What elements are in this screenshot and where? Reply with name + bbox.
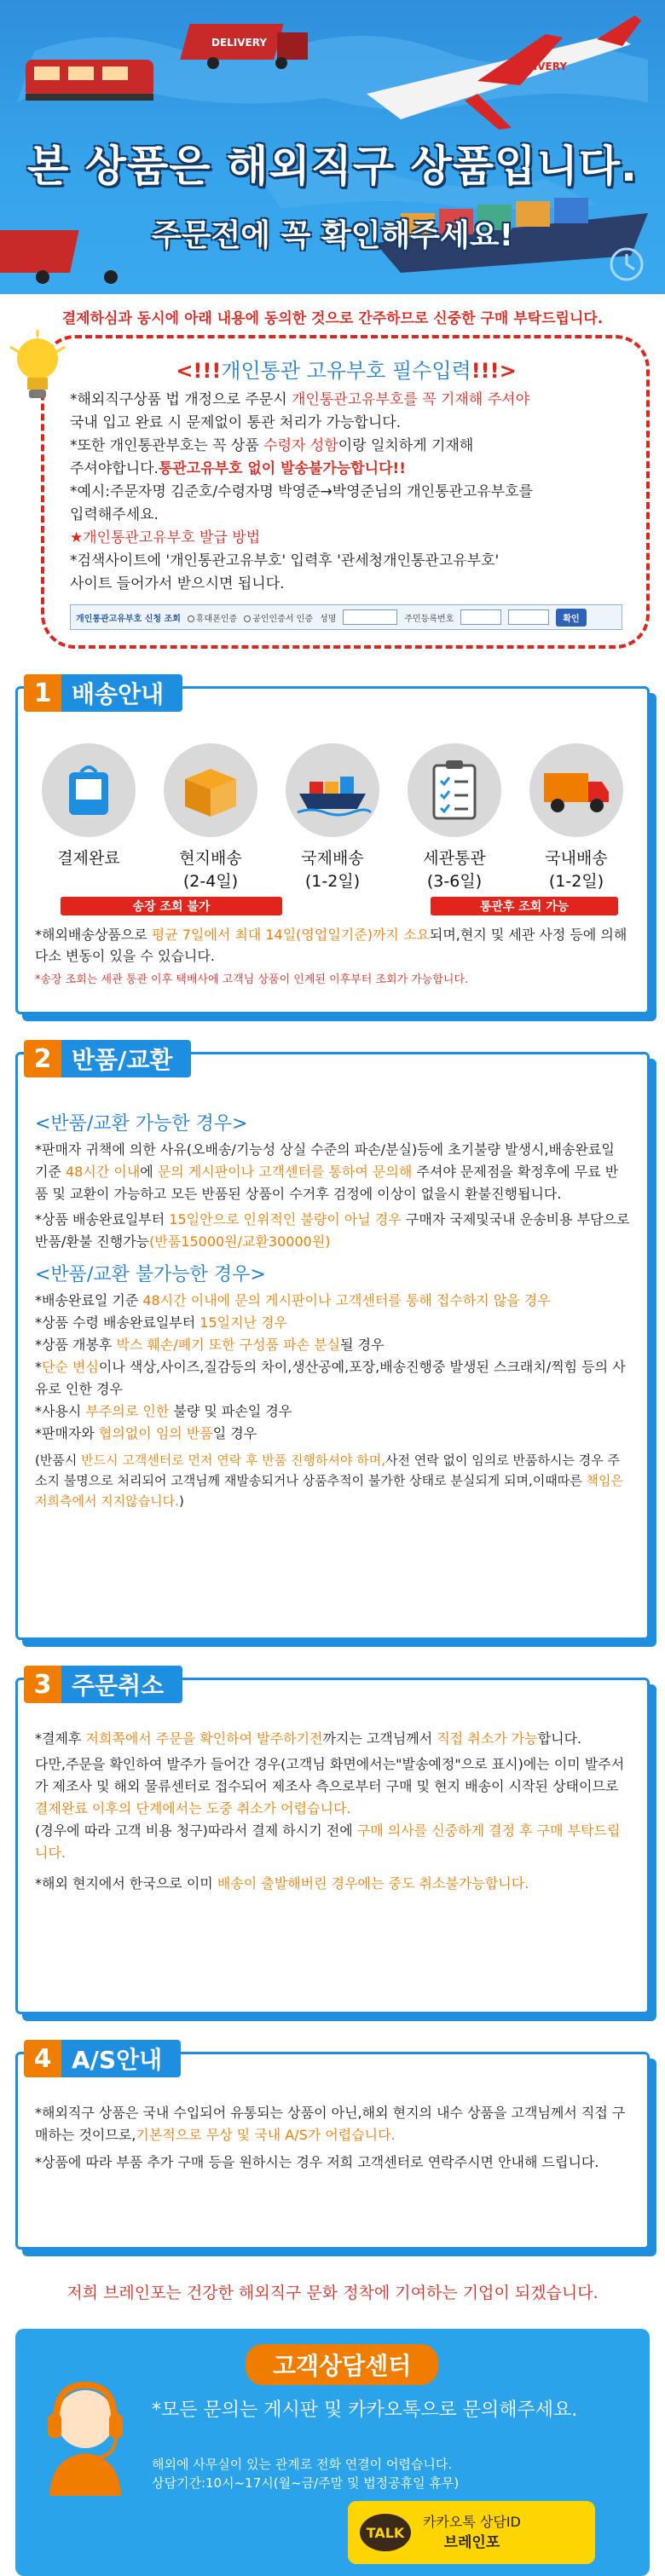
step-international-shipping bbox=[282, 743, 383, 892]
hero-subtitle: 주문전에 꼭 확인해주세요! bbox=[151, 218, 514, 253]
section-header bbox=[24, 671, 182, 715]
customer-center-title: 고객상담센터 bbox=[246, 2344, 438, 2385]
name-label: 성명 bbox=[320, 614, 337, 624]
section-number: 1 bbox=[24, 674, 61, 712]
section-header bbox=[24, 2036, 181, 2081]
title-exclaim-left: <!!! bbox=[176, 359, 222, 383]
customs-line: *검색사이트에 '개인통관고유부호' 입력후 '관세청개인통관고유부호' bbox=[70, 552, 500, 569]
reg-number-back-input[interactable] bbox=[508, 609, 549, 625]
customs-line: 주셔야합니다.통관고유부호 없이 발송불가능합니다!! bbox=[70, 460, 407, 477]
section-header bbox=[24, 1662, 182, 1707]
tracking-note: *송장 조회는 세관 통관 이후 택배사에 고객님 상품이 인계된 이후부터 조회가 가능합니다. bbox=[35, 973, 469, 986]
as-item: *해외직구 상품은 국내 수입되어 유통되는 상품이 아닌,해외 현지의 내수 상품을 고객님께서 직접 구매하는 것이므로,기본적으로 무상 및 국내 A/S가 어렵습니다. bbox=[35, 2105, 626, 2143]
section-number: 2 bbox=[24, 1040, 61, 1077]
customs-line: *해외직구상품 법 개정으로 주문시 개인통관고유부호를 꼭 기재해 주셔야 bbox=[70, 391, 529, 408]
customs-line: 입력해주세요. bbox=[70, 506, 159, 523]
package-box-icon bbox=[164, 743, 257, 837]
cancel-item: *결제후 저희쪽에서 주문을 확인하여 발주하기전까지는 고객님께서 직접 취소가 가능합니다. bbox=[35, 1730, 582, 1747]
kakaotalk-id: 브레인포 bbox=[443, 2534, 500, 2551]
hero-banner bbox=[0, 0, 665, 294]
contact-phone-note: 해외에 사무실이 있는 관계로 전화 연결이 어렵습니다. bbox=[152, 2457, 453, 2472]
confirm-button[interactable]: 확인 bbox=[556, 609, 586, 627]
section-header bbox=[24, 1037, 191, 1081]
step-local-shipping bbox=[160, 743, 261, 892]
order-cancel-card bbox=[15, 1678, 650, 2014]
shipping-info-section bbox=[15, 678, 650, 1014]
reg-number-label: 주민등록번호 bbox=[404, 614, 454, 624]
delivery-truck-icon bbox=[529, 743, 623, 837]
lookup-form-title: 개인통관고유부호 신청 조회 bbox=[76, 614, 181, 624]
shipping-duration-note: *해외배송상품으로 평균 7일에서 최대 14일(영업일기준)까지 소요되며,현지 및 세관 사정 등에 의해 다소 변동이 있을 수 있습니다. bbox=[35, 927, 627, 964]
name-input[interactable] bbox=[343, 609, 397, 625]
cancel-item: 다만,주문을 확인하여 발주가 들어간 경우(고객님 화면에서는"발송예정"으로 표시)에는 이미 발주서가 제조사 및 해외 물류센터로 접수되어 제조사 측으로부터 구매 및 현지 배송이 시작된 상태이므로 결제완료 이후의 단계에서는 도중 취소가 어렵습니다. bbox=[35, 1756, 625, 1816]
return-disallowed-item: *단순 변심이나 색상,사이즈,질감등의 차이,생산공예,포장,배송진행중 발생된 스크래치/찍힘 등의 사유로 인한 경우 bbox=[35, 1359, 626, 1397]
step-days: (2-4일) bbox=[182, 872, 239, 891]
cert-auth-radio[interactable]: 공인인증서 인증 bbox=[244, 611, 313, 624]
section-number: 4 bbox=[24, 2040, 61, 2077]
step-days: (1-2일) bbox=[548, 872, 604, 891]
customs-line: 사이트 들어가서 받으시면 됩니다. bbox=[70, 575, 285, 592]
customs-issue-heading: ★개인통관고유부호 발급 방법 bbox=[70, 529, 261, 546]
shipping-steps bbox=[35, 743, 630, 892]
clipboard-checklist-icon bbox=[408, 743, 501, 837]
headset-agent-icon bbox=[34, 2368, 136, 2496]
step-days: (3-6일) bbox=[426, 872, 483, 891]
customer-center-box bbox=[15, 2329, 650, 2576]
purchase-agreement-notice: 결제하심과 동시에 아래 내용에 동의한 것으로 간주하므로 신중한 구매 부탁드립니다. bbox=[61, 310, 604, 327]
customs-lookup-form bbox=[70, 604, 622, 630]
as-item: *상품에 따라 부품 추가 구매 등을 원하시는 경우 저희 고객센터로 연락주시면 안내해 드립니다. bbox=[35, 2154, 599, 2170]
cargo-ship-icon bbox=[286, 743, 379, 837]
lightbulb-icon bbox=[7, 330, 68, 405]
shopping-bag-icon bbox=[42, 743, 136, 837]
return-warning-note: (반품시 반드시 고객센터로 먼저 연락 후 반품 진행하셔야 하며,사전 연락 없이 임의로 반품하시는 경우 주소지 불명으로 처리되어 고객님께 재발송되거나 상품추적이 불가한 상태로 분실되게 되며,이때따른 책임은 저희측에서 지지않습니다.) bbox=[35, 1453, 624, 1509]
contact-sub-text bbox=[152, 2455, 629, 2492]
return-disallowed-item: *배송완료일 기준 48시간 이내에 문의 게시판이나 고객센터를 통해 접수하지 않을 경우 bbox=[35, 1292, 551, 1308]
train-icon bbox=[26, 60, 153, 101]
truck-delivery-text: DELIVERY bbox=[211, 37, 268, 49]
section-title: 주문취소 bbox=[61, 1666, 182, 1703]
section-title: A/S안내 bbox=[61, 2040, 181, 2077]
tracking-available-badge: 통관후 조회 가능 bbox=[431, 897, 618, 915]
order-cancel-section bbox=[15, 1669, 650, 2014]
customs-line: *예시:주문자명 김준호/수령자명 박영준→박영준님의 개인통관고유부호를 bbox=[70, 483, 534, 500]
return-disallowed-item: *판매자와 협의없이 임의 반품일 경우 bbox=[35, 1425, 257, 1441]
return-exchange-card bbox=[15, 1052, 650, 1640]
return-disallowed-item: *상품 수령 배송완료일부터 15일지난 경우 bbox=[35, 1314, 288, 1331]
plane-delivery-text: DELIVERY bbox=[512, 61, 568, 72]
step-label: 국제배송 bbox=[301, 849, 364, 868]
step-customs-clearance bbox=[404, 743, 505, 892]
cancel-item: *해외 현지에서 한국으로 이미 배송이 출발해버린 경우에는 중도 취소불가능합니다. bbox=[35, 1875, 529, 1892]
return-allowed-heading: <반품/교환 가능한 경우> bbox=[35, 1113, 248, 1135]
customs-code-box bbox=[41, 335, 650, 649]
return-disallowed-item: *상품 개봉후 박스 훼손/폐기 또한 구성품 파손 분실될 경우 bbox=[35, 1337, 385, 1353]
return-disallowed-item: *사용시 부주의로 인한 불량 및 파손일 경우 bbox=[35, 1403, 292, 1419]
step-label: 세관통관 bbox=[423, 849, 486, 868]
section-number: 3 bbox=[24, 1666, 61, 1703]
step-label: 현지배송 bbox=[179, 849, 242, 868]
cancel-item: (경우에 따라 고객 비용 청구)따라서 결제 하시기 전에 구매 의사를 신중하게 결정 후 구매 부탁드립니다. bbox=[35, 1822, 621, 1861]
return-disallowed-heading: <반품/교환 불가능한 경우> bbox=[35, 1264, 266, 1285]
customs-code-section bbox=[15, 335, 650, 650]
return-exchange-section bbox=[15, 1043, 650, 1640]
contact-main-text: *모든 문의는 게시판 및 카카오톡으로 문의해주세요. bbox=[152, 2400, 578, 2421]
hero-title: 본 상품은 해외직구 상품입니다. bbox=[26, 142, 639, 191]
section-title: 배송안내 bbox=[61, 674, 182, 712]
step-payment bbox=[38, 743, 139, 892]
title-main: 개인통관 고유부호 필수입력 bbox=[221, 359, 471, 383]
customs-code-title bbox=[70, 354, 622, 384]
as-info-card bbox=[15, 2052, 650, 2250]
step-domestic-shipping bbox=[526, 743, 627, 892]
reg-number-front-input[interactable] bbox=[460, 609, 501, 625]
contact-hours: 상담기간:10시~17시(월~금/주말 및 법정공휴일 휴무) bbox=[152, 2475, 460, 2491]
kakaotalk-text bbox=[423, 2512, 521, 2553]
return-allowed-item: *판매자 귀책에 의한 사유(오배송/기능성 상실 수준의 파손/분실)등에 초기불량 발생시,배송완료일 기준 48시간 이내에 문의 게시판이나 고객센터를 통하여 문의해 주셔야 문제점을 확정후에 무료 반품 및 교환이 가능하고 모든 반품된 상품이 수거후 검정에 이상이 없을시 환불진행됩니다. bbox=[35, 1141, 619, 1202]
step-days: (1-2일) bbox=[304, 872, 361, 891]
customs-line: *또한 개인통관부호는 꼭 상품 수령자 성함이랑 일치하게 기재해 bbox=[70, 437, 474, 454]
customs-line: 국내 입고 완료 시 문제없이 통관 처리가 가능합니다. bbox=[70, 414, 402, 431]
section-title: 반품/교환 bbox=[61, 1040, 191, 1077]
kakaotalk-consult-button[interactable] bbox=[348, 2501, 595, 2564]
step-label: 국내배송 bbox=[545, 849, 608, 868]
kakaotalk-icon: TALK bbox=[360, 2514, 411, 2551]
phone-auth-radio[interactable]: 휴대폰인증 bbox=[188, 611, 237, 624]
tracking-availability-bar bbox=[35, 895, 630, 919]
brand-statement: 저희 브레인포는 건강한 해외직구 문화 정착에 기여하는 기업이 되겠습니다. bbox=[66, 2284, 598, 2302]
kakaotalk-label: 카카오톡 상담ID bbox=[423, 2514, 521, 2530]
step-label: 결제완료 bbox=[57, 849, 120, 868]
tracking-unavailable-badge: 송장 조회 불가 bbox=[61, 897, 282, 915]
return-allowed-item: *상품 배송완료일부터 15일안으로 인위적인 불량이 아닐 경우 구매자 국제및국내 운송비용 부담으로 반품/환불 진행가능(반품15000원/교환30000원) bbox=[35, 1211, 630, 1250]
as-info-section bbox=[15, 2043, 650, 2250]
title-exclaim-right: !!!> bbox=[471, 359, 517, 383]
shipping-info-card bbox=[15, 686, 650, 1014]
